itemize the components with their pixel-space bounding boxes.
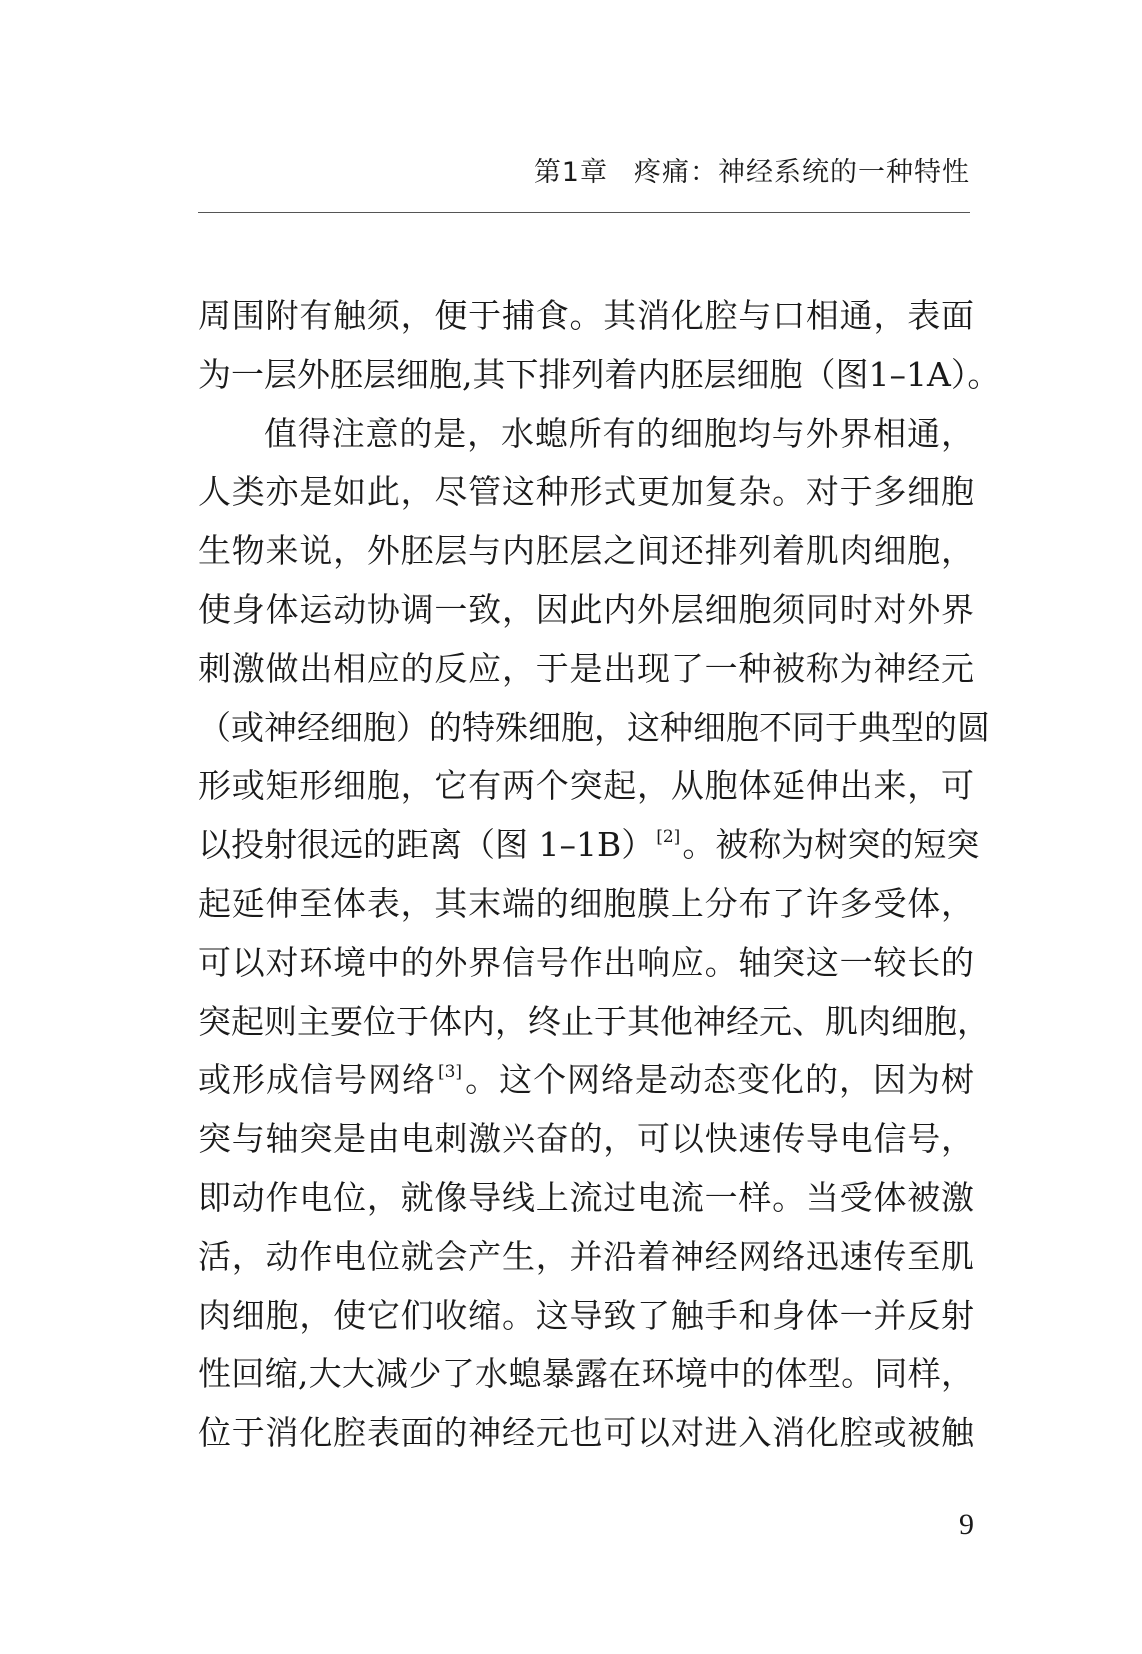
text-line: 可以对环境中的外界信号作出响应。轴突这一较长的 [198,942,974,982]
text-line: 性回缩,大大减少了水螅暴露在环境中的体型。同样， [198,1354,974,1394]
text-line: （或神经细胞）的特殊细胞，这种细胞不同于典型的圆 [198,707,990,747]
text-segment: 。这个网络是动态变化的，因为树 [464,1060,975,1100]
citation-reference: [2] [656,827,681,848]
running-header [534,150,970,189]
header-divider [198,212,970,213]
text-line: 生物来说，外胚层与内胚层之间还排列着肌肉细胞， [198,531,974,571]
text-line: 位于消化腔表面的神经元也可以对进入消化腔或被触 [198,1413,974,1453]
body-text [198,287,1001,1463]
text-line: 肉细胞，使它们收缩。这导致了触手和身体一并反射 [198,1295,974,1335]
text-line: 人类亦是如此，尽管这种形式更加复杂。对于多细胞 [198,472,974,512]
text-line: 即动作电位，就像导线上流过电流一样。当受体被激 [198,1177,974,1217]
page-number: 9 [959,1508,974,1541]
text-line: 周围附有触须，便于捕食。其消化腔与口相通，表面 [198,296,974,335]
citation-reference: [3] [437,1062,463,1083]
text-segment: 以投射很远的距离（图 1–1B） [198,825,655,865]
text-line: 起延伸至体表，其末端的细胞膜上分布了许多受体， [198,883,974,923]
text-line-with-citation [198,816,980,875]
text-line: 为一层外胚层细胞,其下排列着内胚层细胞（图1–1A）。 [198,354,1001,394]
text-line: 突与轴突是由电刺激兴奋的，可以快速传导电信号， [198,1119,974,1159]
text-line: 活，动作电位就会产生，并沿着神经网络迅速传至肌 [198,1236,974,1276]
text-line: 突起则主要位于体内，终止于其他神经元、肌肉细胞， [198,1001,990,1041]
text-line: 形或矩形细胞，它有两个突起，从胞体延伸出来，可 [198,766,974,806]
chapter-title: 疼痛：神经系统的一种特性 [634,157,970,188]
paragraph-start-line: 值得注意的是，水螅所有的细胞均与外界相通， [264,413,974,453]
text-line-with-citation [198,1051,974,1110]
text-line: 使身体运动协调一致，因此内外层细胞须同时对外界 [198,589,974,629]
text-segment: 。被称为树突的短突 [682,825,980,865]
chapter-number: 第1章 [533,157,608,188]
text-line: 刺激做出相应的反应，于是出现了一种被称为神经元 [198,648,974,688]
text-segment: 或形成信号网络 [198,1060,436,1100]
